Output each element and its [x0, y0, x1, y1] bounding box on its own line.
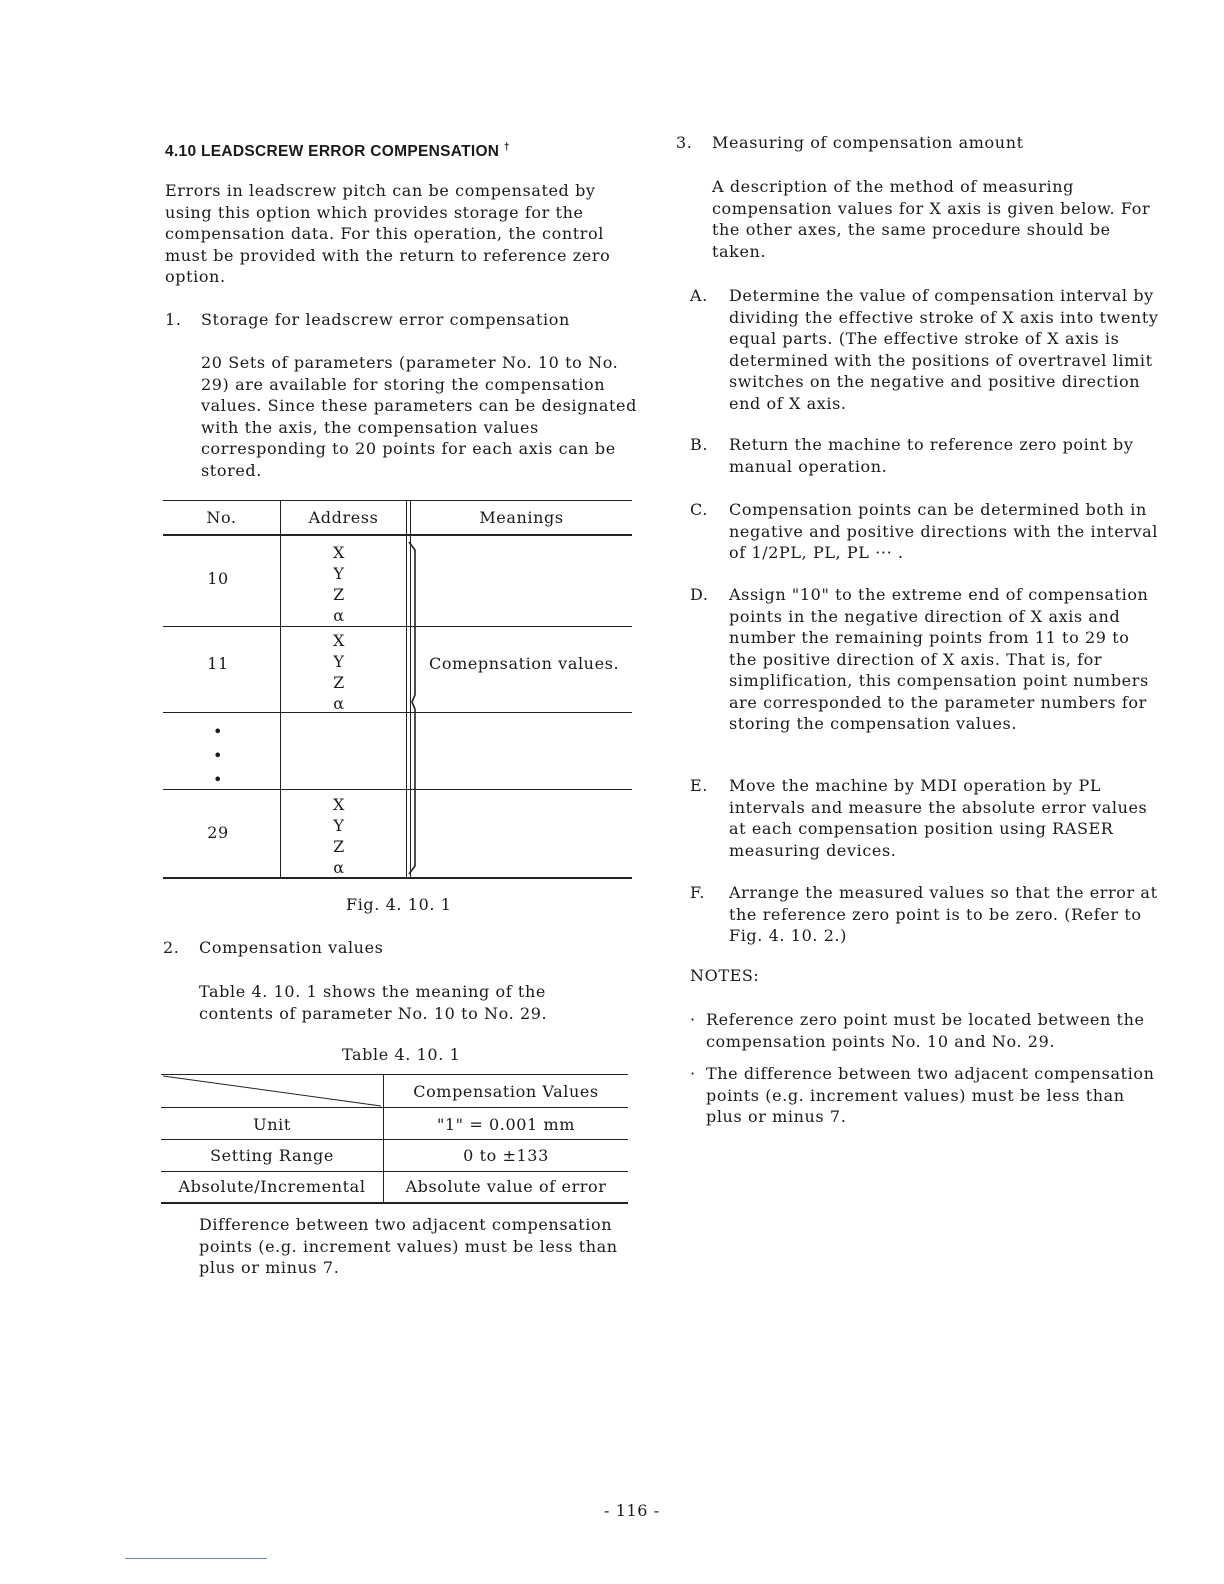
note-text: The difference between two adjacent compensation points (e.g. increment values) must be less than plus or minus 7.: [706, 1064, 1155, 1126]
intro-paragraph: Errors in leadscrew pitch can be compensated by using this option which provides storage for the compensation data. For this operation, the control must be provided with the return to reference zero option.: [165, 181, 611, 286]
item-2: [163, 937, 641, 959]
step-c: [690, 499, 1160, 564]
table-caption: Table 4. 10. 1: [342, 1045, 461, 1064]
step-a: [690, 285, 1160, 414]
section-title: LEADSCREW ERROR COMPENSATION: [200, 143, 500, 161]
note-2: [690, 1063, 1160, 1128]
step-text: Determine the value of compensation interval by dividing the effective stroke of X axis into twenty equal parts. (The effective stroke of X axis is determined with the positions of overtravel limit switches on the negative and positive direction end of X axis.: [729, 286, 1159, 413]
note-text: Reference zero point must be located between the compensation points No. 10 and No. 29.: [706, 1010, 1145, 1051]
header-no: No.: [206, 508, 237, 527]
item-1-body: 20 Sets of parameters (parameter No. 10 to No. 29) are available for storing the compensation values. Since these parameters can be designated with the axis, the compensation values corresponding to 20 points for each axis can be stored.: [201, 353, 637, 480]
step-text: Move the machine by MDI operation by PL intervals and measure the absolute error values at each compensation position using RASER measuring devices.: [729, 776, 1148, 860]
bullet-icon: ·: [690, 1064, 696, 1083]
row-label-mode: Absolute/Incremental: [178, 1177, 366, 1196]
section-heading: [165, 142, 510, 161]
bullet-icon: ·: [690, 1010, 696, 1029]
compensation-table: [161, 1074, 629, 1204]
section-number: 4.10: [165, 143, 197, 161]
item-3: [676, 132, 1156, 154]
step-label: E.: [690, 776, 708, 795]
axis-y: Y: [333, 564, 345, 583]
step-text: Compensation points can be determined both in negative and positive directions with the interval of 1/2PL, PL, PL ··· .: [729, 500, 1159, 562]
row-no: 10: [207, 569, 229, 588]
row-value-mode: Absolute value of error: [405, 1177, 607, 1196]
axis-list: [281, 542, 397, 626]
row-label-unit: Unit: [253, 1115, 291, 1134]
axis-y: Y: [333, 652, 345, 671]
figure-caption: Fig. 4. 10. 1: [346, 895, 452, 914]
row-value-range: 0 to ±133: [463, 1146, 549, 1165]
brace-icon: [407, 540, 427, 876]
item-2-title: Compensation values: [199, 938, 384, 957]
step-label: A.: [690, 286, 708, 305]
row-no: 11: [207, 654, 229, 673]
step-e: [690, 775, 1160, 861]
ellipsis-dot: •: [212, 770, 224, 789]
step-label: D.: [690, 585, 709, 604]
item-3-label: 3.: [676, 133, 693, 152]
note-1: [690, 1009, 1160, 1052]
notes-title: NOTES:: [690, 966, 760, 985]
header-address: Address: [308, 508, 379, 527]
step-b: [690, 434, 1160, 477]
step-text: Arrange the measured values so that the error at the reference zero point is to be zero. (Refer to Fig. 4. 10. 2.): [729, 883, 1158, 945]
item-3-title: Measuring of compensation amount: [712, 133, 1024, 152]
item-2-body: Table 4. 10. 1 shows the meaning of the contents of parameter No. 10 to No. 29.: [199, 982, 548, 1023]
diagonal-line: [161, 1074, 383, 1108]
axis-y: Y: [333, 816, 345, 835]
axis-z: Z: [333, 837, 345, 856]
axis-list: [281, 794, 397, 878]
item-2-label: 2.: [163, 938, 180, 957]
axis-alpha: α: [333, 694, 345, 713]
row-no: 29: [207, 823, 229, 842]
axis-alpha: α: [333, 858, 345, 877]
step-label: C.: [690, 500, 708, 519]
axis-z: Z: [333, 585, 345, 604]
item-3-body: A description of the method of measuring compensation values for X axis is given below. For the other axes, the same procedure should be taken.: [712, 177, 1151, 261]
step-label: F.: [690, 883, 705, 902]
axis-list: [281, 630, 397, 714]
step-text: Assign "10" to the extreme end of compensation points in the negative direction of X axis and number the remaining points from 11 to 29 to the positive direction of X axis. That is, for simplification, this compensation point numbers are corresponded to the parameter numbers for storing the compensation values.: [729, 585, 1149, 733]
axis-alpha: α: [333, 606, 345, 625]
ellipsis: [193, 720, 243, 792]
table-header: Compensation Values: [413, 1082, 599, 1101]
header-meanings: Meanings: [479, 508, 564, 527]
step-text: Return the machine to reference zero point by manual operation.: [729, 435, 1134, 476]
section-mark: †: [503, 142, 510, 153]
axis-x: X: [333, 543, 345, 562]
axis-x: X: [333, 631, 345, 650]
footnote-rule: [125, 1558, 267, 1559]
figure-table: [163, 500, 633, 880]
row-label-range: Setting Range: [210, 1146, 334, 1165]
item-1-title: Storage for leadscrew error compensation: [201, 310, 570, 329]
axis-x: X: [333, 795, 345, 814]
step-d: [690, 584, 1160, 735]
meaning-text: Comepnsation values.: [429, 654, 620, 673]
row-value-unit: "1" = 0.001 mm: [436, 1115, 576, 1134]
ellipsis-dot: •: [212, 722, 224, 741]
step-label: B.: [690, 435, 709, 454]
step-f: [690, 882, 1160, 947]
page-number: - 116 -: [604, 1501, 660, 1520]
axis-z: Z: [333, 673, 345, 692]
table-note: Difference between two adjacent compensation points (e.g. increment values) must be less than plus or minus 7.: [199, 1215, 618, 1277]
item-1: [165, 309, 643, 331]
item-1-label: 1.: [165, 310, 182, 329]
ellipsis-dot: •: [212, 746, 224, 765]
